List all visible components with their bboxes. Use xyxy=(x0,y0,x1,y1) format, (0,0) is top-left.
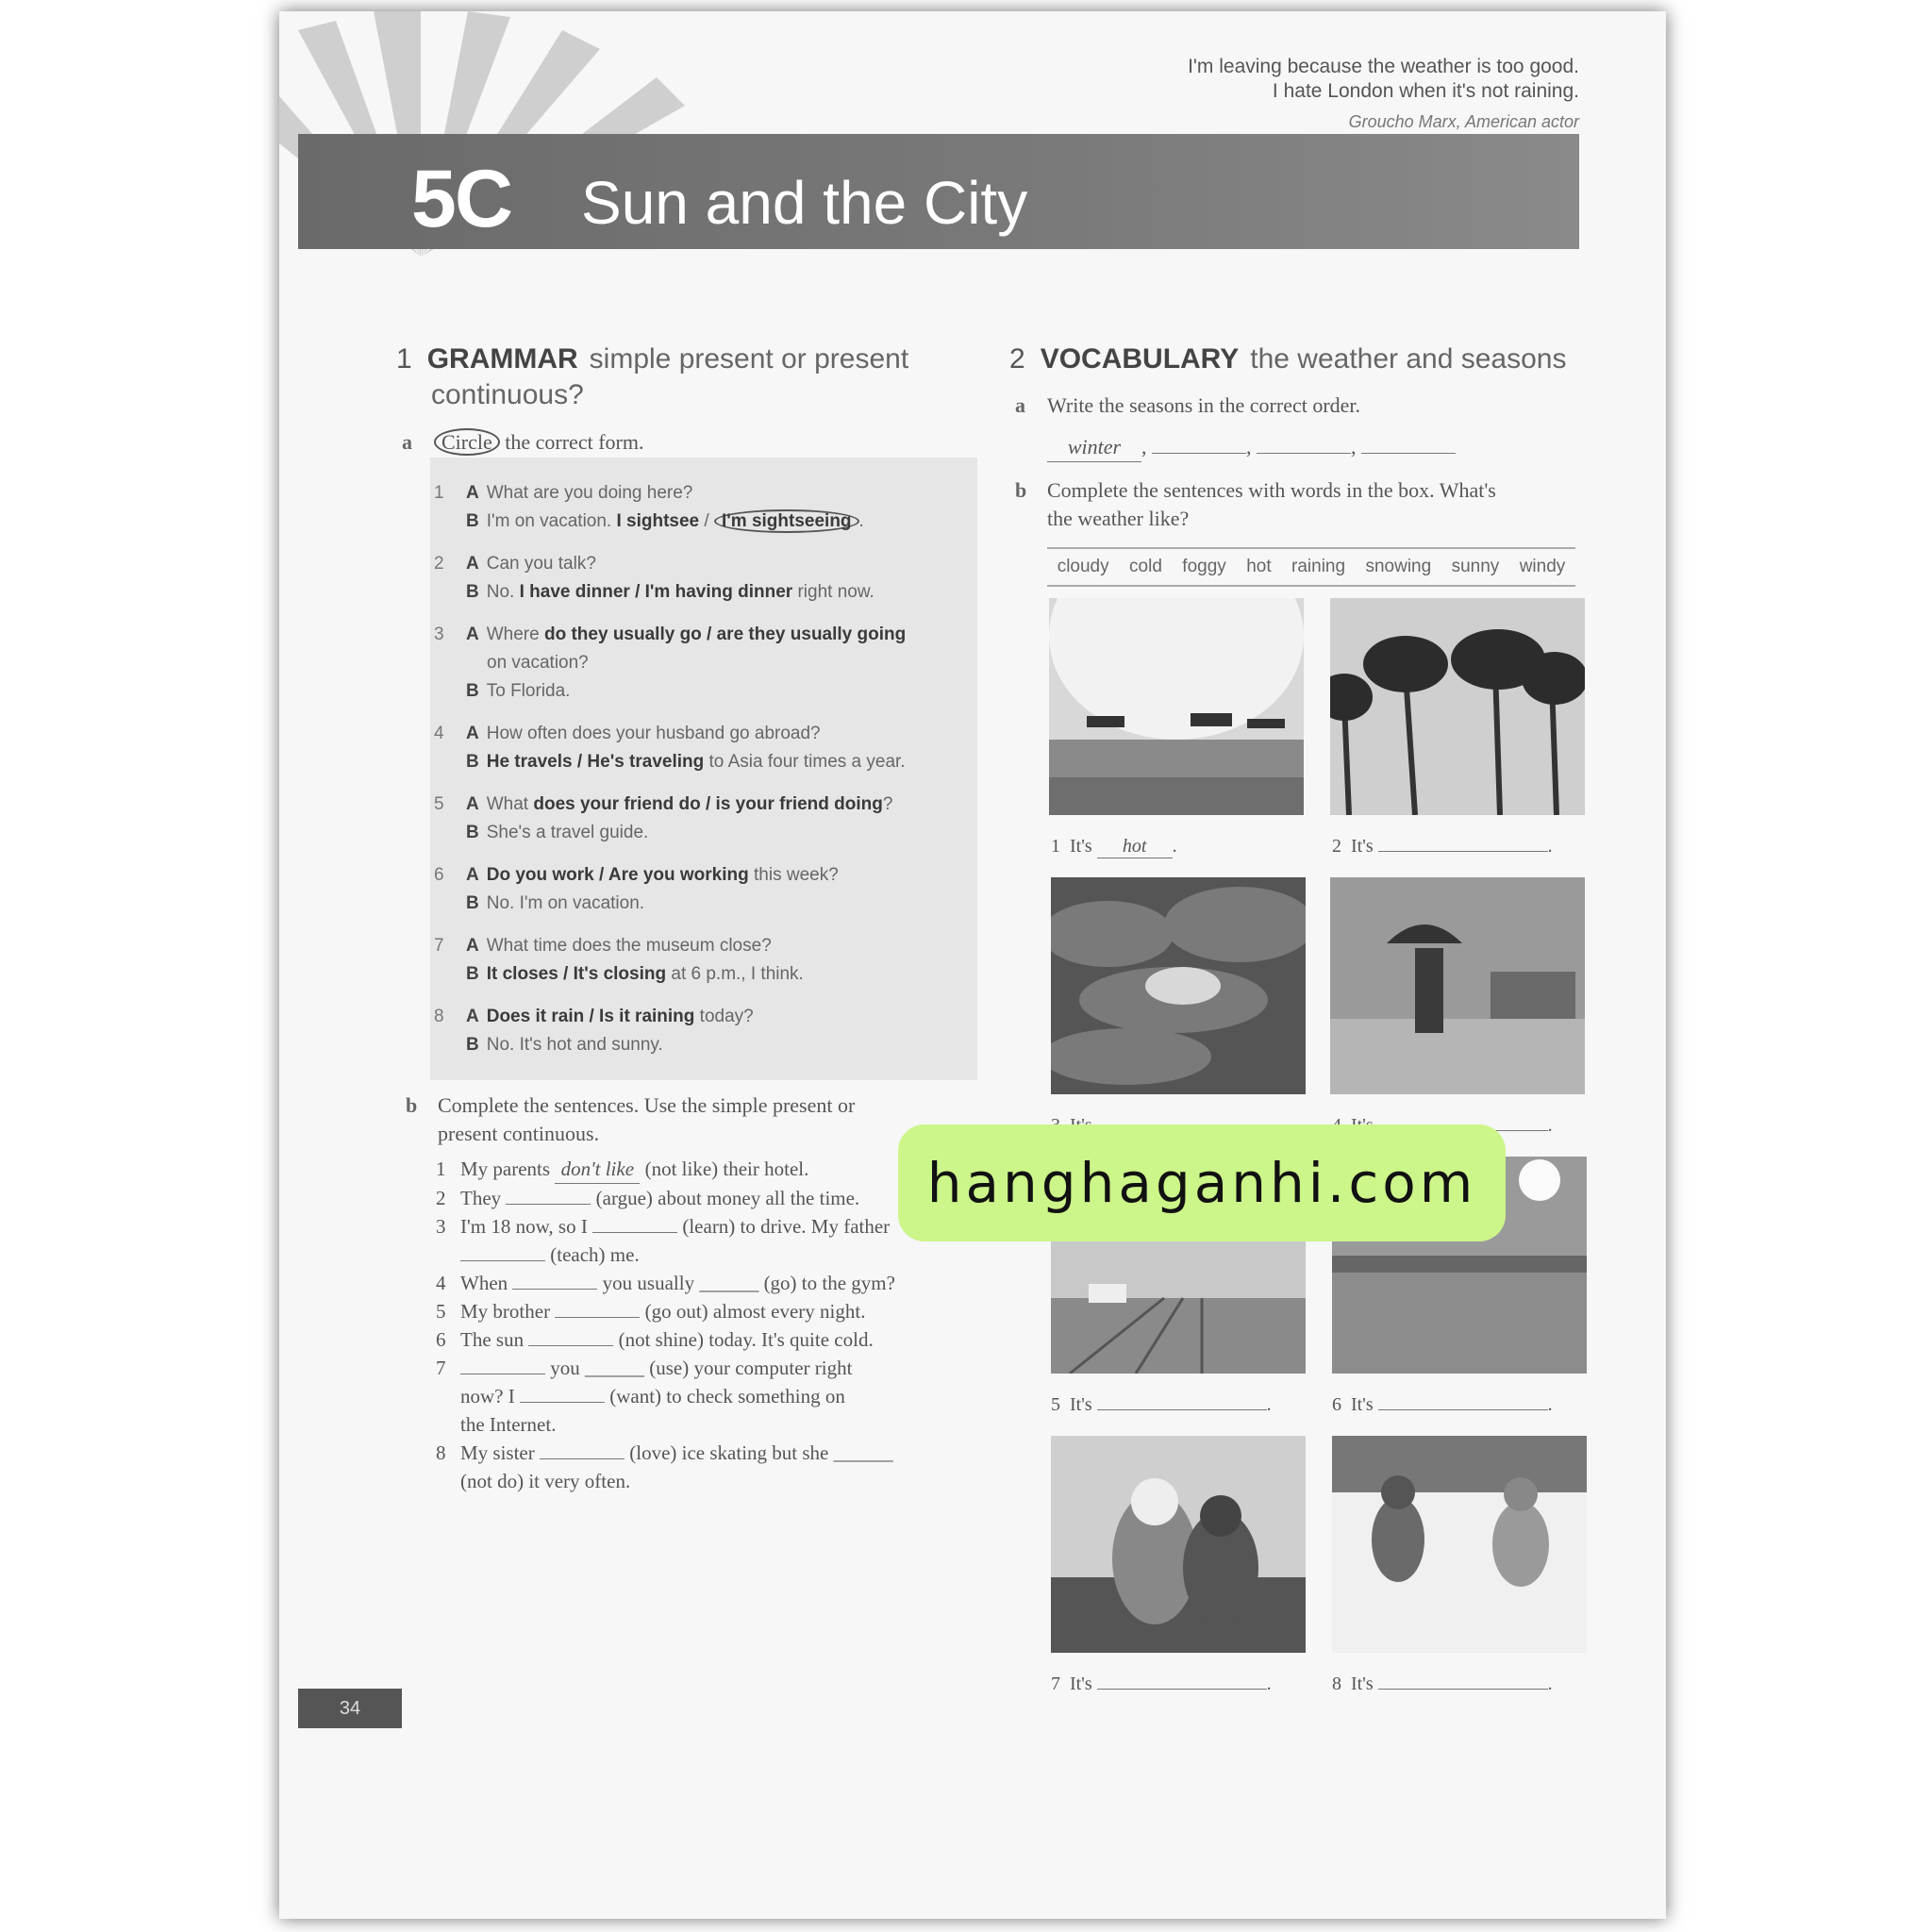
grammar-b-line-2: 2 They (argue) about money all the time. xyxy=(436,1187,860,1209)
quote-line-2: I hate London when it's not raining. xyxy=(1272,80,1579,102)
grammar-item-3a-cont: on vacation? xyxy=(487,653,589,673)
grammar-b-letter: b xyxy=(406,1093,418,1117)
grammar-b-line-4: 4 When you usually ______ (go) to the gym? xyxy=(436,1272,895,1294)
grammar-item-7b: B It closes / It's closing at 6 p.m., I think. xyxy=(466,964,804,984)
cloudy-sky-photo xyxy=(1051,877,1306,1094)
grammar-b-line-7: 7 you ______ (use) your computer right xyxy=(436,1357,853,1379)
seasons-answer-line: winter , , , xyxy=(1047,433,1456,462)
page-number: 34 xyxy=(298,1689,402,1728)
vocabulary-b-text-2: the weather like? xyxy=(1047,507,1190,530)
vocabulary-b-letter: b xyxy=(1015,478,1027,502)
season-blank-1[interactable]: winter xyxy=(1047,433,1141,462)
caption-8: 8 It's . xyxy=(1332,1674,1553,1694)
answer-blank[interactable] xyxy=(540,1458,625,1459)
grammar-item-3b: B To Florida. xyxy=(466,681,571,701)
lesson-banner xyxy=(298,134,1579,249)
grammar-item-8a: 8 A Does it rain / Is it raining today? xyxy=(434,1007,754,1026)
word-box xyxy=(1047,547,1575,587)
season-blank-3[interactable] xyxy=(1257,453,1351,454)
quote-author: Groucho Marx, American actor xyxy=(1348,112,1579,131)
grammar-b-line-3: 3 I'm 18 now, so I (learn) to drive. My father xyxy=(436,1215,891,1238)
word-snowing: snowing xyxy=(1365,557,1432,576)
answer-blank[interactable]: don't like xyxy=(555,1155,640,1184)
vocabulary-b-instruction xyxy=(1015,476,1581,533)
word-cold: cold xyxy=(1129,557,1162,576)
answer-blank[interactable] xyxy=(520,1402,605,1403)
word-cloudy: cloudy xyxy=(1057,557,1109,576)
grammar-b-list xyxy=(436,1155,895,1495)
grammar-item-5b: B She's a travel guide. xyxy=(466,823,649,842)
hot-savanna-photo xyxy=(1049,598,1304,815)
grammar-item-1b: B I'm on vacation. I sightsee / I'm sightseeing . xyxy=(466,511,864,531)
lesson-code: 5C xyxy=(411,154,511,244)
vocabulary-heading xyxy=(1009,341,1613,377)
vocabulary-number: 2 xyxy=(1009,343,1025,375)
windy-palms-photo xyxy=(1330,598,1585,815)
caption-answer-2[interactable] xyxy=(1378,851,1548,852)
answer-blank[interactable] xyxy=(592,1232,677,1233)
grammar-heading xyxy=(396,341,924,413)
epigraph-quote xyxy=(1188,55,1579,134)
snowball-fight-photo xyxy=(1332,1436,1587,1653)
vocabulary-a-text: Write the seasons in the correct order. xyxy=(1047,393,1361,417)
grammar-topic-2: continuous? xyxy=(431,379,584,410)
rain-umbrella-photo xyxy=(1330,877,1585,1094)
season-blank-2[interactable] xyxy=(1152,453,1246,454)
grammar-a-letter: a xyxy=(402,430,412,454)
vocabulary-b-text-1: Complete the sentences with words in the box. What's xyxy=(1047,478,1496,502)
answer-blank[interactable] xyxy=(528,1345,613,1346)
grammar-b-instr-2: present continuous. xyxy=(438,1122,600,1145)
lesson-title: Sun and the City xyxy=(581,169,1028,237)
caption-answer-5[interactable] xyxy=(1097,1409,1267,1410)
workbook-page xyxy=(279,11,1666,1919)
grammar-b-instruction xyxy=(406,1091,972,1148)
word-hot: hot xyxy=(1246,557,1272,576)
caption-answer-8[interactable] xyxy=(1378,1689,1548,1690)
circle-word: Circle xyxy=(434,428,500,456)
grammar-item-4a: 4 A How often does your husband go abroad? xyxy=(434,724,821,743)
grammar-b-line-1: 1 My parents don't like (not like) their hotel. xyxy=(436,1155,895,1184)
grammar-label: GRAMMAR xyxy=(426,343,578,375)
grammar-number: 1 xyxy=(396,343,412,375)
answer-blank[interactable] xyxy=(555,1317,640,1318)
grammar-topic-1: simple present or present xyxy=(589,343,909,375)
grammar-b-line-7-cont: now? I (want) to check something on xyxy=(460,1385,845,1407)
grammar-item-2a: 2 A Can you talk? xyxy=(434,554,596,574)
word-foggy: foggy xyxy=(1182,557,1226,576)
grammar-b-line-8: 8 My sister (love) ice skating but she ______ xyxy=(436,1441,893,1464)
grammar-item-6a: 6 A Do you work / Are you working this week? xyxy=(434,865,839,885)
word-sunny: sunny xyxy=(1451,557,1500,576)
caption-2: 2 It's . xyxy=(1332,836,1553,857)
season-blank-4[interactable] xyxy=(1361,453,1456,454)
answer-blank[interactable] xyxy=(512,1289,597,1290)
caption-answer-7[interactable] xyxy=(1097,1689,1267,1690)
grammar-item-3a: 3 A Where do they usually go / are they usually going xyxy=(434,625,907,644)
circled-answer: I'm sightseeing xyxy=(714,509,859,533)
grammar-a-instruction xyxy=(402,428,643,457)
caption-answer-6[interactable] xyxy=(1378,1409,1548,1410)
grammar-item-1a: 1 A What are you doing here? xyxy=(434,483,693,503)
caption-6: 6 It's . xyxy=(1332,1394,1553,1415)
caption-4: . xyxy=(1332,1115,1553,1137)
caption-answer-1[interactable]: hot xyxy=(1097,836,1173,858)
grammar-b-line-5: 5 My brother (go out) almost every night. xyxy=(436,1300,866,1323)
vocabulary-topic: the weather and seasons xyxy=(1250,343,1567,375)
grammar-b-line-6: 6 The sun (not shine) today. It's quite cold. xyxy=(436,1328,874,1351)
grammar-item-2b: B No. I have dinner / I'm having dinner right now. xyxy=(466,582,874,602)
vocabulary-a-instruction xyxy=(1015,391,1360,420)
grammar-item-6b: B No. I'm on vacation. xyxy=(466,893,645,913)
grammar-b-line-7-end: the Internet. xyxy=(460,1413,557,1436)
grammar-b-instr-1: Complete the sentences. Use the simple present or xyxy=(438,1093,856,1117)
caption-5: 5 It's . xyxy=(1051,1394,1272,1415)
cold-people-photo xyxy=(1051,1436,1306,1653)
answer-blank[interactable] xyxy=(460,1260,545,1261)
vocabulary-a-letter: a xyxy=(1015,393,1025,417)
caption-1: 1 It's hot . xyxy=(1051,836,1177,857)
caption-7: 7 It's . xyxy=(1051,1674,1272,1694)
grammar-item-5a: 5 A What does your friend do / is your friend doing? xyxy=(434,794,893,814)
word-raining: raining xyxy=(1291,557,1346,576)
grammar-item-8b: B No. It's hot and sunny. xyxy=(466,1035,663,1055)
grammar-a-rest: the correct form. xyxy=(505,430,644,454)
watermark-badge: hanghaganhi.com xyxy=(898,1124,1506,1241)
vocabulary-label: VOCABULARY xyxy=(1040,343,1240,375)
word-windy: windy xyxy=(1519,557,1566,576)
grammar-b-line-3-cont: (teach) me. xyxy=(436,1241,895,1269)
grammar-item-4b: B He travels / He's traveling to Asia four times a year. xyxy=(466,752,906,772)
grammar-item-7a: 7 A What time does the museum close? xyxy=(434,936,772,956)
grammar-b-line-8-cont: (not do) it very often. xyxy=(460,1470,631,1492)
quote-line-1: I'm leaving because the weather is too good. xyxy=(1188,56,1579,77)
answer-blank[interactable] xyxy=(506,1204,591,1205)
